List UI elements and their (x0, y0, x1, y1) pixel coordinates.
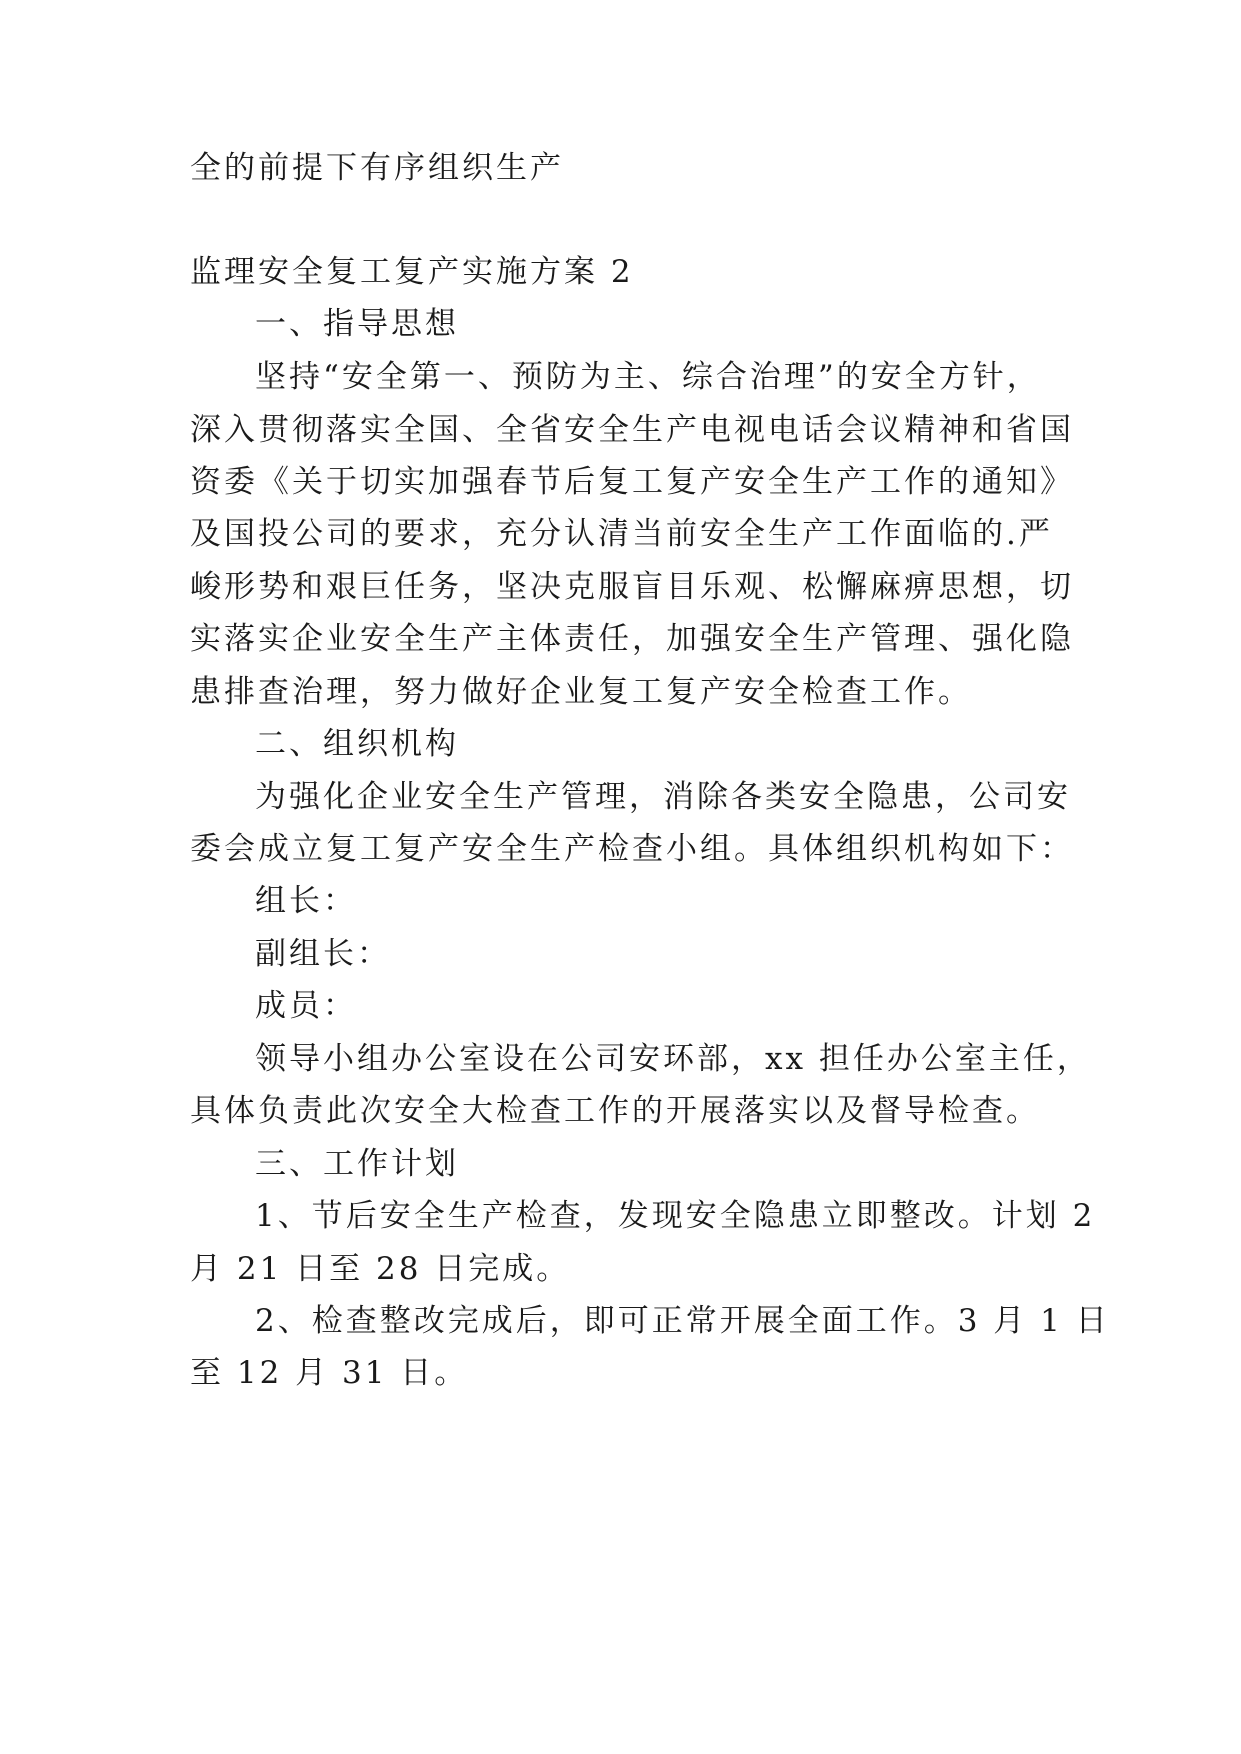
plan-item-line: 1、节后安全生产检查，发现安全隐患立即整改。计划 2 (255, 1198, 1096, 1234)
document-title: 监理安全复工复产实施方案 2 (190, 254, 634, 290)
paragraph-line: 资委《关于切实加强春节后复工复产安全生产工作的通知》 (190, 464, 1074, 500)
plan-item-line: 月 21 日至 28 日完成。 (190, 1251, 571, 1287)
paragraph-line: 具体负责此次安全大检查工作的开展落实以及督导检查。 (190, 1093, 1040, 1129)
section2-heading: 二、组织机构 (255, 726, 459, 762)
paragraph-line: 患排查治理，努力做好企业复工复产安全检查工作。 (190, 674, 972, 710)
plan-item-line: 2、检查整改完成后，即可正常开展全面工作。3 月 1 日 (255, 1303, 1110, 1339)
paragraph-line: 领导小组办公室设在公司安环部，xx 担任办公室主任， (255, 1041, 1091, 1077)
section3-heading: 三、工作计划 (255, 1146, 459, 1182)
paragraph-line: 实落实企业安全生产主体责任，加强安全生产管理、强化隐 (190, 621, 1074, 657)
deputy-leader-line: 副组长： (255, 936, 391, 972)
paragraph-line: 委会成立复工复产安全生产检查小组。具体组织机构如下： (190, 831, 1074, 867)
members-line: 成员： (255, 988, 357, 1024)
section1-heading: 一、指导思想 (255, 306, 459, 342)
paragraph-line: 及国投公司的要求，充分认清当前安全生产工作面临的.严 (190, 516, 1053, 552)
top-fragment: 全的前提下有序组织生产 (190, 150, 564, 186)
leader-line: 组长： (255, 883, 357, 919)
paragraph-line: 坚持“安全第一、预防为主、综合治理”的安全方针， (255, 359, 1041, 395)
plan-item-line: 至 12 月 31 日。 (190, 1355, 469, 1391)
paragraph-line: 峻形势和艰巨任务，坚决克服盲目乐观、松懈麻痹思想，切 (190, 569, 1074, 605)
paragraph-line: 为强化企业安全生产管理，消除各类安全隐患，公司安 (255, 779, 1071, 815)
paragraph-line: 深入贯彻落实全国、全省安全生产电视电话会议精神和省国 (190, 412, 1074, 448)
